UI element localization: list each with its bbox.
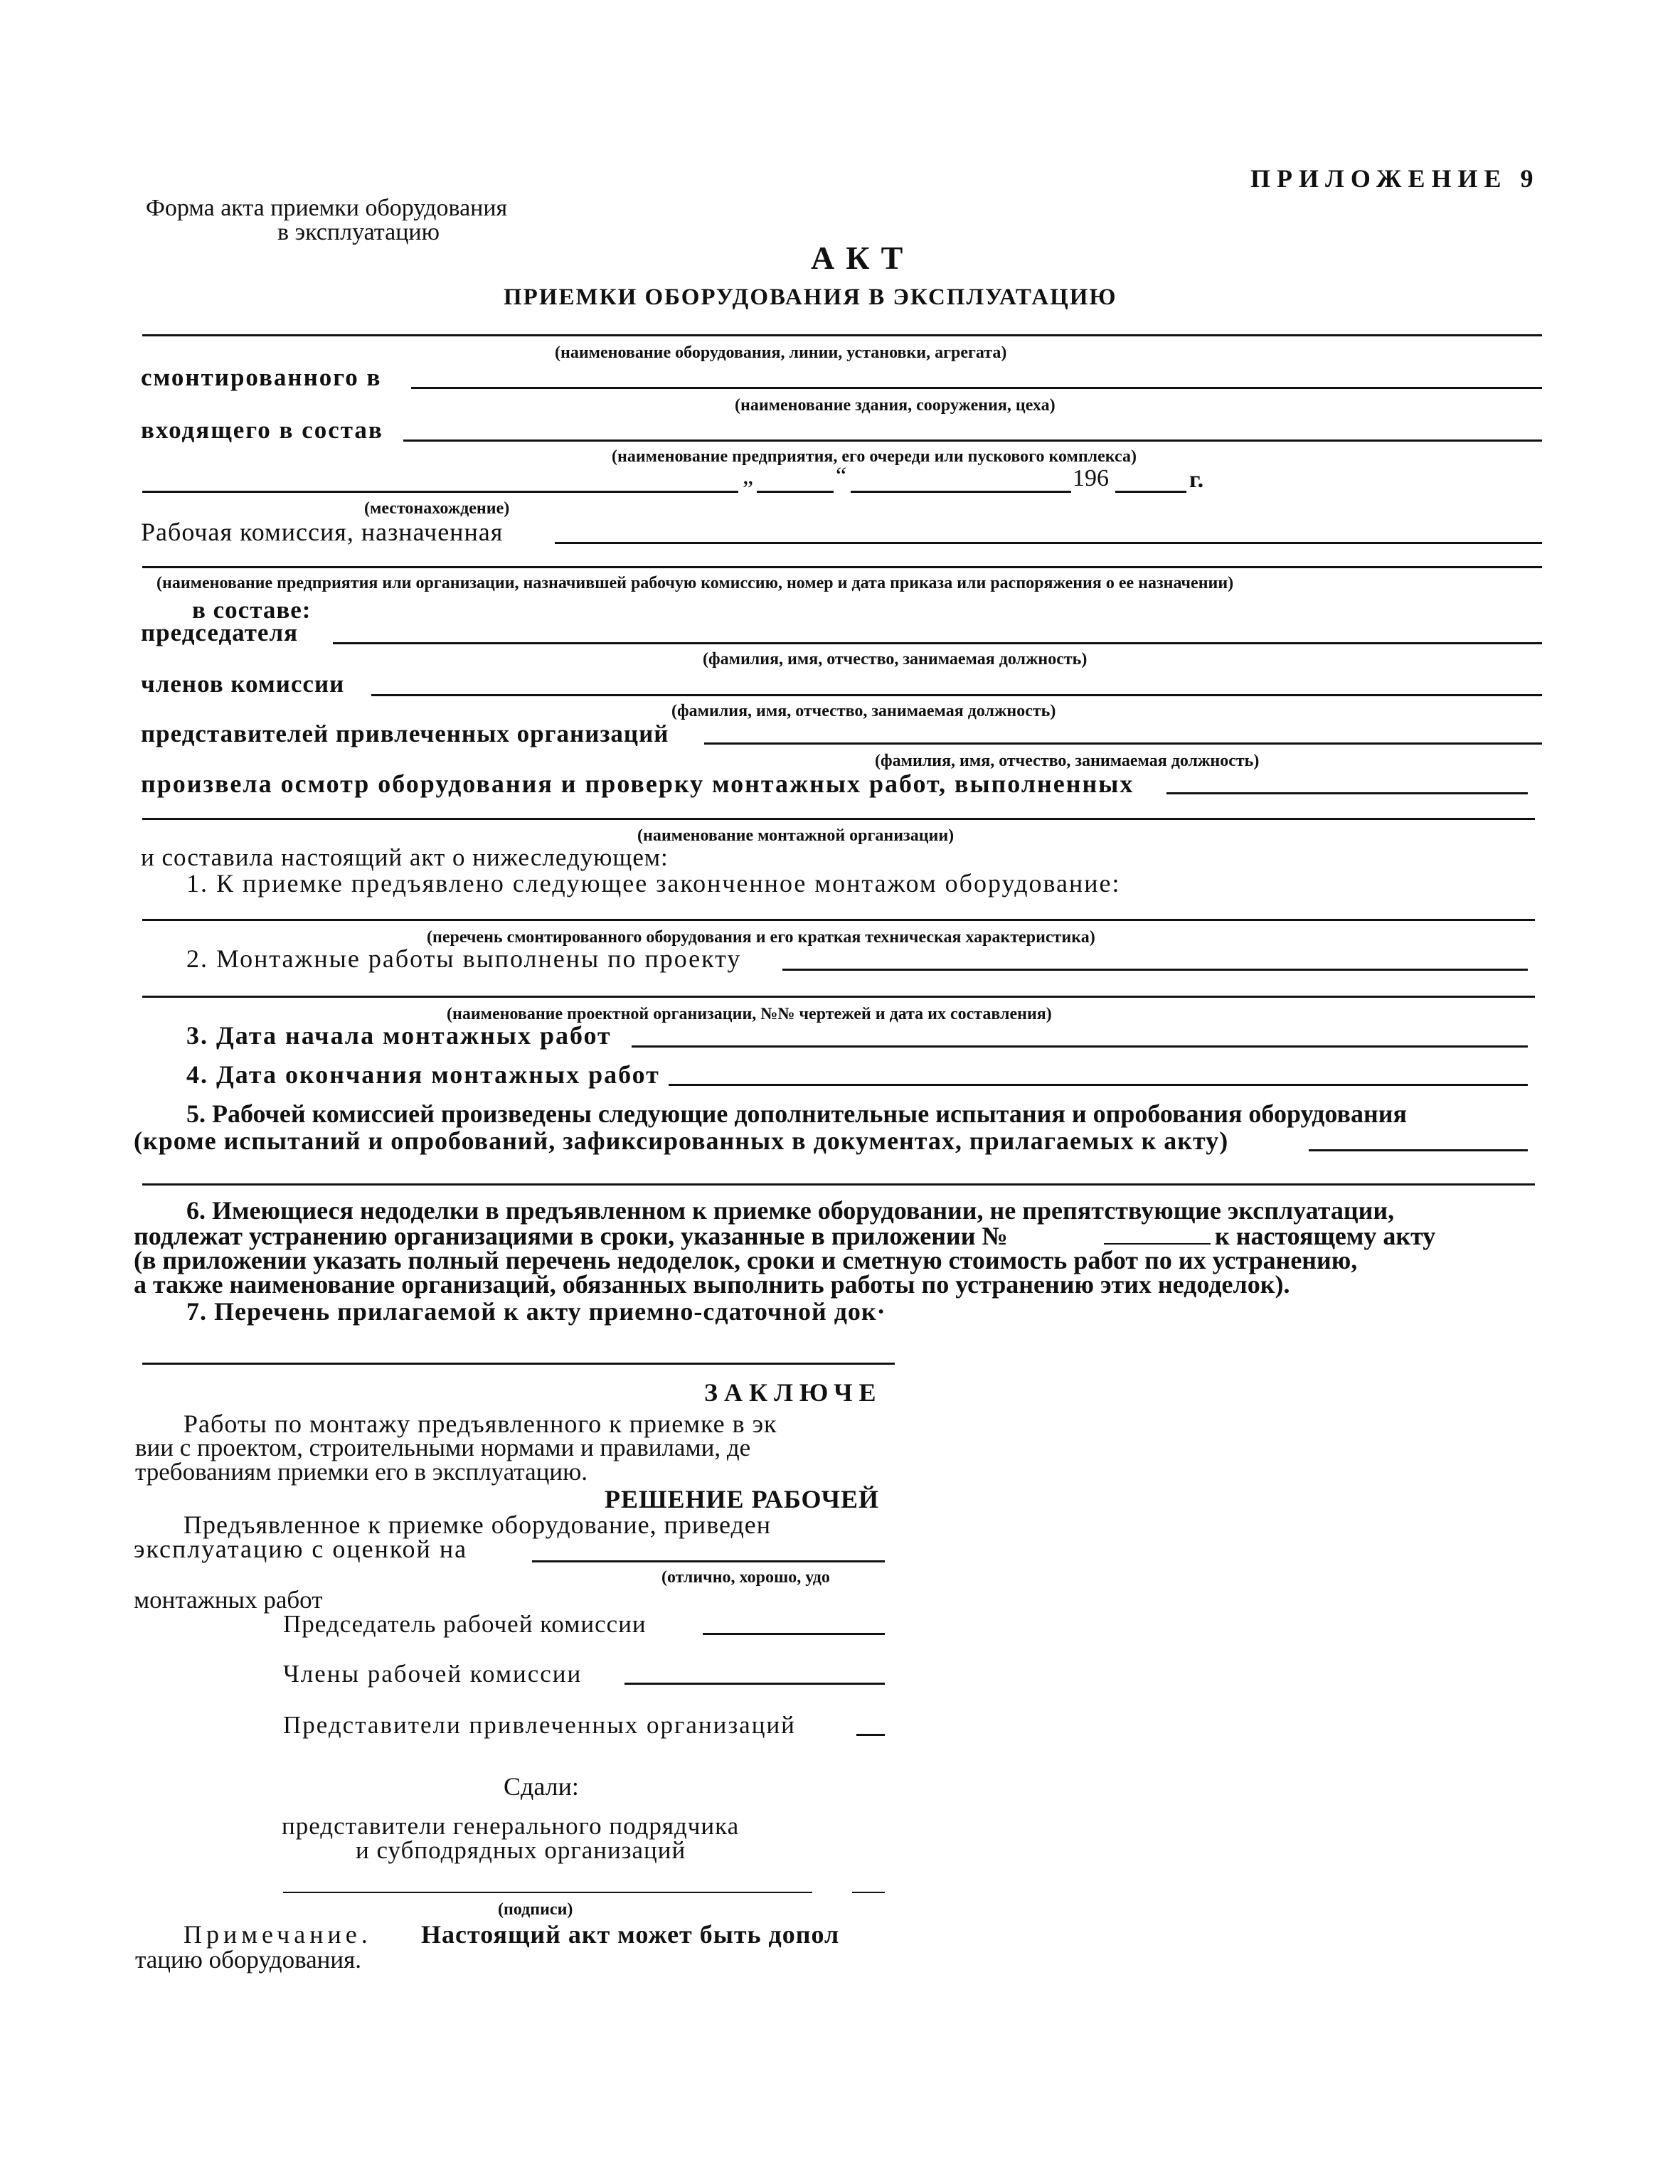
item-4: 4. Дата окончания монтажных работ bbox=[186, 1060, 660, 1089]
year-line bbox=[1115, 491, 1186, 493]
item-5-line-2 bbox=[142, 1183, 1535, 1186]
part-of-label: входящего в состав bbox=[141, 416, 383, 444]
mounted-in-label: смонтированного в bbox=[141, 363, 382, 391]
chairman-caption: (фамилия, имя, отчество, занимаемая должность) bbox=[703, 650, 1088, 668]
installer-line bbox=[1166, 792, 1528, 794]
item-5-line1: 5. Рабочей комиссией произведены следующие дополнительные испытания и опробования оборудования bbox=[186, 1099, 1407, 1128]
decision-line1: Предъявленное к приемке оборудование, приведен bbox=[184, 1511, 772, 1539]
enterprise-caption: (наименование предприятия, его очереди или пускового комплекса) bbox=[612, 447, 1137, 466]
date-open-quote: „ bbox=[743, 463, 754, 489]
installer-caption: (наименование монтажной организации) bbox=[637, 826, 955, 845]
commission-line bbox=[555, 542, 1542, 544]
reps-signature-label: Представители привлеченных организаций bbox=[283, 1711, 796, 1739]
location-line bbox=[142, 491, 738, 493]
conclusion-line2: вии с проектом, строительными нормами и правилами, де bbox=[135, 1434, 751, 1461]
item-2-caption: (наименование проектной организации, №№ чертежей и дата их составления) bbox=[447, 1005, 1052, 1023]
equipment-line bbox=[142, 334, 1542, 336]
item-2-line-2 bbox=[142, 996, 1535, 998]
document-subtitle: ПРИЕМКИ ОБОРУДОВАНИЯ В ЭКСПЛУАТАЦИЮ bbox=[504, 284, 1117, 310]
handover-heading: Сдали: bbox=[504, 1772, 579, 1801]
item-6-line1: 6. Имеющиеся недоделки в предъявленном к приемке оборудовании, не препятствующие эксплуатации, bbox=[186, 1196, 1395, 1225]
signatures-line bbox=[283, 1892, 812, 1893]
conclusion-heading: ЗАКЛЮЧЕ bbox=[704, 1378, 883, 1407]
members-signature-line bbox=[624, 1683, 885, 1685]
installer-line-2 bbox=[142, 818, 1535, 820]
item-1-line bbox=[142, 919, 1535, 921]
chairman-line bbox=[333, 642, 1542, 644]
representatives-label: представителей привлеченных организаций bbox=[141, 720, 669, 747]
item-3: 3. Дата начала монтажных работ bbox=[186, 1021, 612, 1050]
commission-line-2 bbox=[142, 566, 1542, 568]
compiled-text: и составила настоящий акт о нижеследующем: bbox=[141, 843, 669, 871]
mounted-in-line bbox=[411, 387, 1542, 389]
year-suffix: г. bbox=[1189, 467, 1204, 493]
signatures-caption: (подписи) bbox=[498, 1900, 573, 1919]
decision-grade-line bbox=[532, 1560, 885, 1562]
representatives-caption: (фамилия, имя, отчество, занимаемая должность) bbox=[875, 752, 1260, 770]
form-title-line1: Форма акта приемки оборудования bbox=[146, 195, 508, 221]
decision-line3: монтажных работ bbox=[134, 1586, 323, 1614]
item-1: 1. К приемке предъявлено следующее законченное монтажом оборудование: bbox=[186, 869, 1121, 897]
blank-cropped-area bbox=[896, 1373, 1680, 2184]
members-line bbox=[371, 694, 1542, 696]
location-caption: (местонахождение) bbox=[364, 499, 510, 518]
item-5-line2: (кроме испытаний и опробований, зафиксированных в документах, прилагаемых к акту) bbox=[134, 1126, 1229, 1155]
note-line1: Настоящий акт может быть допол bbox=[421, 1920, 840, 1949]
commission-caption: (наименование предприятия или организации, назначившей рабочую комиссию, номер и дата приказа или распоряжения о ее назначении) bbox=[156, 574, 1234, 592]
decision-grade-caption: (отлично, хорошо, удо bbox=[661, 1568, 830, 1587]
date-day-line bbox=[757, 491, 834, 493]
building-caption: (наименование здания, сооружения, цеха) bbox=[735, 396, 1056, 415]
appendix-label: ПРИЛОЖЕНИЕ 9 bbox=[1250, 164, 1540, 193]
item-6-line4: а также наименование организаций, обязанных выполнить работы по устранению этих недоделок). bbox=[134, 1270, 1290, 1299]
note-label: Примечание. bbox=[184, 1920, 372, 1949]
equipment-caption: (наименование оборудования, линии, установки, агрегата) bbox=[555, 343, 1007, 362]
conclusion-line3: требованиям приемки его в эксплуатацию. bbox=[135, 1458, 588, 1486]
item-7-line bbox=[142, 1363, 895, 1365]
item-5-line bbox=[1309, 1149, 1528, 1151]
item-6-line3: (в приложении указать полный перечень недоделок, сроки и сметную стоимость работ по их устранению, bbox=[134, 1246, 1358, 1274]
reps-signature-line bbox=[856, 1734, 885, 1736]
item-6-appendix-line bbox=[1104, 1243, 1211, 1245]
item-1-caption: (перечень смонтированного оборудования и его краткая техническая характеристика) bbox=[427, 928, 1095, 947]
signatures-line-2 bbox=[852, 1892, 885, 1893]
handover-line2: и субподрядных организаций bbox=[356, 1836, 686, 1864]
members-signature-label: Члены рабочей комиссии bbox=[283, 1660, 583, 1688]
item-2: 2. Монтажные работы выполнены по проекту bbox=[186, 944, 742, 973]
handover-line1: представители генерального подрядчика bbox=[282, 1812, 740, 1840]
document-title: АКТ bbox=[811, 240, 915, 276]
decision-line2: эксплуатацию с оценкой на bbox=[134, 1535, 468, 1563]
date-month-line bbox=[851, 491, 1071, 493]
date-close-quote: “ bbox=[836, 463, 847, 489]
members-label: членов комиссии bbox=[141, 670, 345, 698]
inspection-text: произвела осмотр оборудования и проверку монтажных работ, выполненных bbox=[141, 769, 1134, 798]
item-7: 7. Перечень прилагаемой к акту приемно-сдаточной док· bbox=[186, 1297, 886, 1326]
item-2-line bbox=[782, 969, 1528, 971]
chairman-signature-line bbox=[703, 1633, 885, 1635]
members-caption: (фамилия, имя, отчество, занимаемая должность) bbox=[671, 702, 1056, 720]
item-6-line2a: подлежат устранению организациями в сроки, указанные в приложении № bbox=[134, 1222, 1008, 1250]
chairman-label: председателя bbox=[141, 619, 299, 646]
year-prefix: 196 bbox=[1073, 465, 1109, 491]
part-of-line bbox=[403, 440, 1542, 442]
item-3-line bbox=[632, 1045, 1528, 1048]
item-6-line2b: к настоящему акту bbox=[1215, 1222, 1436, 1250]
item-4-line bbox=[669, 1084, 1528, 1086]
note-line2: тацию оборудования. bbox=[135, 1946, 361, 1973]
commission-label: Рабочая комиссия, назначенная bbox=[141, 518, 504, 546]
composition-label: в составе: bbox=[192, 596, 312, 624]
conclusion-line1: Работы по монтажу предъявленного к приемке в эк bbox=[184, 1410, 777, 1438]
representatives-line bbox=[704, 742, 1542, 745]
form-title-line2: в эксплуатацию bbox=[277, 219, 440, 245]
decision-heading: РЕШЕНИЕ РАБОЧЕЙ bbox=[605, 1485, 880, 1513]
chairman-signature-label: Председатель рабочей комиссии bbox=[283, 1610, 647, 1638]
